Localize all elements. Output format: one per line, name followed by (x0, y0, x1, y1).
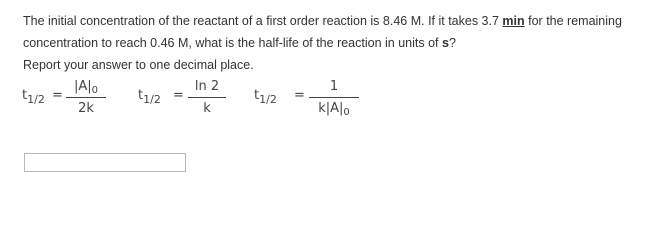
question-line-2-text: concentration to reach 0.46 M, what is the half-life of the reaction in units of (23, 36, 442, 50)
numerator: 1 (329, 79, 339, 94)
equals-sign: = (52, 88, 63, 103)
numerator: $|A|_0$ (73, 79, 99, 96)
numerator: ln 2 (194, 79, 220, 94)
half-life-symbol: $t_{1/2}$ (138, 88, 161, 106)
time-unit-min: min (502, 14, 525, 28)
equals-sign: = (173, 88, 184, 103)
half-life-formula-second-order (254, 78, 374, 122)
question-line-1-end: for the remaining (524, 14, 622, 28)
instruction-text: Report your answer to one decimal place. (23, 58, 254, 72)
answer-input[interactable] (24, 153, 186, 172)
denominator: 2k (78, 101, 94, 116)
fraction (309, 78, 359, 118)
question-line-2-end: ? (448, 36, 456, 50)
fraction (66, 78, 106, 118)
question-line-1 (23, 10, 663, 32)
fraction-bar (188, 97, 226, 98)
question-line-1-text: The initial concentration of the reactant of a first order reaction is 8.46 M. If it takes 3.7 (23, 14, 503, 28)
fraction-bar (309, 97, 359, 98)
question-line-2 (23, 32, 663, 54)
half-life-symbol: $t_{1/2}$ (254, 88, 277, 106)
time-unit-s: s (441, 36, 449, 50)
denominator: k (203, 101, 211, 116)
question-text (23, 10, 663, 76)
half-life-symbol: $t_{1/2}$ (22, 88, 45, 106)
denominator: $k|A|_0$ (318, 101, 350, 118)
fraction (188, 78, 226, 118)
equals-sign: = (294, 88, 305, 103)
half-life-formula-zero-order (22, 78, 122, 122)
fraction-bar (66, 97, 106, 98)
half-life-formula-first-order (138, 78, 238, 122)
